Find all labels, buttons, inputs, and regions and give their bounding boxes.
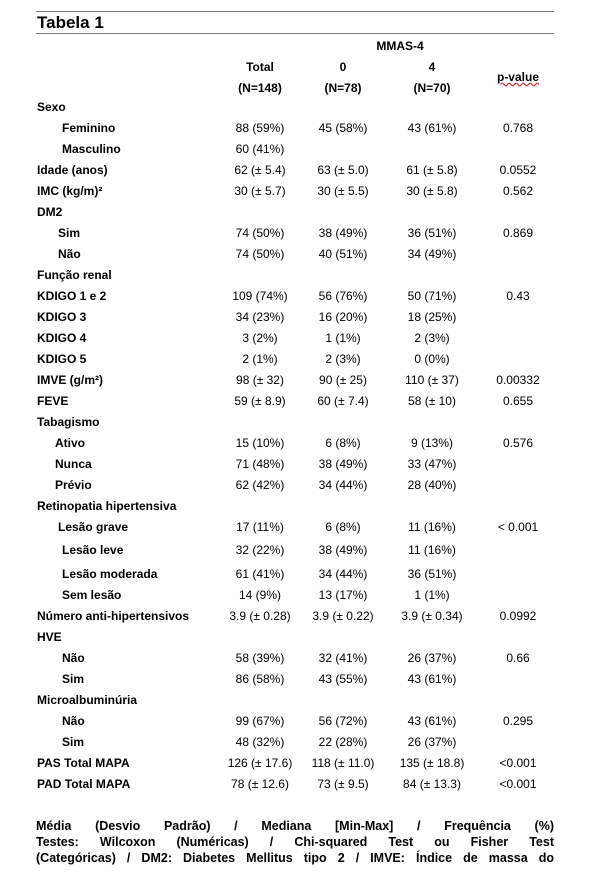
cell-group-4: 43 (61%) <box>407 714 457 728</box>
cell-group-4: 58 (± 10) <box>408 394 456 408</box>
cell-group-4: 3.9 (± 0.34) <box>401 609 463 623</box>
table-row <box>0 692 608 709</box>
table-row <box>0 99 608 116</box>
table-row <box>0 734 608 751</box>
cell-total: 109 (74%) <box>232 289 288 303</box>
cell-group-4: 135 (± 18.8) <box>399 756 465 770</box>
row-label: Lesão leve <box>62 543 124 557</box>
cell-group-0: 56 (72%) <box>318 714 368 728</box>
cell-group-4: 34 (49%) <box>407 247 457 261</box>
cell-total: 99 (67%) <box>235 714 285 728</box>
row-label: FEVE <box>37 394 69 408</box>
cell-group-0: 38 (49%) <box>318 543 368 557</box>
cell-group-4: 43 (61%) <box>407 121 457 135</box>
cell-total: 17 (11%) <box>236 520 284 534</box>
cell-total: 86 (58%) <box>235 672 285 686</box>
cell-p-value: 0.00332 <box>496 373 540 387</box>
row-label: Masculino <box>62 142 121 156</box>
table-row <box>0 351 608 368</box>
row-label: Número anti-hipertensivos <box>37 609 190 623</box>
table-row <box>0 498 608 515</box>
table-row <box>0 456 608 473</box>
cell-total: 48 (32%) <box>235 735 285 749</box>
cell-total: 88 (59%) <box>235 121 285 135</box>
row-label: Ativo <box>55 436 85 450</box>
cell-p-value: 0.295 <box>502 714 534 728</box>
header-group-4: 4 <box>428 60 436 74</box>
cell-group-0: 32 (41%) <box>318 651 368 665</box>
cell-total: 58 (39%) <box>235 651 285 665</box>
cell-group-0: 1 (1%) <box>325 331 361 345</box>
cell-group-0: 6 (8%) <box>325 436 361 450</box>
cell-total: 71 (48%) <box>235 457 285 471</box>
cell-group-4: 36 (51%) <box>407 567 457 581</box>
cell-group-4: 9 (13%) <box>410 436 454 450</box>
table-row <box>0 267 608 284</box>
cell-group-4: 36 (51%) <box>407 226 457 240</box>
cell-group-0: 118 (± 11.0) <box>311 756 375 770</box>
row-label: Função renal <box>37 268 112 282</box>
footnote-line-3: (Categóricas) / DM2: Diabetes Mellitus tipo 2 / IMVE: Índice de massa do <box>36 851 554 865</box>
row-label: DM2 <box>37 205 63 219</box>
cell-total: 2 (1%) <box>242 352 278 366</box>
table-row <box>0 566 608 583</box>
cell-group-4: 26 (37%) <box>407 651 457 665</box>
cell-group-4: 18 (25%) <box>407 310 457 324</box>
cell-group-4: 43 (61%) <box>407 672 457 686</box>
cell-group-0: 90 (± 25) <box>319 373 367 387</box>
header-p-value-text: p-value <box>496 70 539 84</box>
cell-p-value: 0.655 <box>502 394 534 408</box>
cell-p-value: 0.43 <box>506 289 530 303</box>
table-row <box>0 393 608 410</box>
row-label: Sexo <box>37 100 66 114</box>
table-row <box>0 246 608 263</box>
cell-group-0: 38 (49%) <box>318 457 368 471</box>
cell-total: 30 (± 5.7) <box>234 184 286 198</box>
cell-group-0: 73 (± 9.5) <box>317 777 369 791</box>
header-group-mmas4: MMAS-4 <box>376 39 424 53</box>
cell-group-0: 43 (55%) <box>318 672 368 686</box>
table-row <box>0 608 608 625</box>
table-row <box>0 587 608 604</box>
cell-p-value: <0.001 <box>499 777 537 791</box>
row-label: KDIGO 1 e 2 <box>37 289 107 303</box>
row-label: Não <box>62 651 85 665</box>
row-label: Tabagismo <box>37 415 100 429</box>
cell-group-4: 33 (47%) <box>407 457 457 471</box>
cell-group-4: 110 (± 37) <box>405 373 459 387</box>
table-row <box>0 477 608 494</box>
row-label: HVE <box>37 630 62 644</box>
table-row <box>0 183 608 200</box>
row-label: IMVE (g/m²) <box>37 373 103 387</box>
cell-p-value: 0.562 <box>502 184 534 198</box>
cell-group-0: 13 (17%) <box>318 588 368 602</box>
table-row <box>0 650 608 667</box>
row-label: Idade (anos) <box>37 163 108 177</box>
cell-group-4: 50 (71%) <box>407 289 457 303</box>
row-label: Microalbuminúria <box>37 693 138 707</box>
title-rule <box>36 33 554 34</box>
row-label: KDIGO 5 <box>37 352 87 366</box>
cell-group-4: 84 (± 13.3) <box>403 777 461 791</box>
table-row <box>0 162 608 179</box>
row-label: Prévio <box>55 478 92 492</box>
table-row <box>0 542 608 559</box>
cell-total: 59 (± 8.9) <box>234 394 286 408</box>
table-row <box>0 776 608 793</box>
cell-total: 15 (10%) <box>235 436 285 450</box>
cell-group-0: 60 (± 7.4) <box>317 394 369 408</box>
cell-group-0: 40 (51%) <box>318 247 368 261</box>
cell-p-value: <0.001 <box>499 756 537 770</box>
cell-group-4: 0 (0%) <box>414 352 450 366</box>
cell-group-4: 26 (37%) <box>407 735 457 749</box>
table-row <box>0 629 608 646</box>
row-label: PAD Total MAPA <box>37 777 131 791</box>
table-row <box>0 225 608 242</box>
footnote-line-2: Testes: Wilcoxon (Numéricas) / Chi-squared Test ou Fisher Test <box>36 835 554 849</box>
cell-total: 61 (41%) <box>235 567 285 581</box>
cell-total: 3 (2%) <box>242 331 278 345</box>
row-label: Não <box>58 247 81 261</box>
cell-total: 60 (41%) <box>235 142 285 156</box>
cell-total: 32 (22%) <box>235 543 285 557</box>
header-total-n: (N=148) <box>238 81 282 95</box>
cell-group-4: 30 (± 5.8) <box>406 184 458 198</box>
table-row <box>0 755 608 772</box>
cell-group-0: 22 (28%) <box>318 735 368 749</box>
cell-group-4: 11 (16%) <box>408 543 456 557</box>
row-label: IMC (kg/m)² <box>37 184 103 198</box>
row-label: Sim <box>58 226 81 240</box>
cell-group-0: 38 (49%) <box>318 226 368 240</box>
row-label: Retinopatia hipertensiva <box>37 499 177 513</box>
cell-total: 126 (± 17.6) <box>227 756 293 770</box>
cell-group-0: 2 (3%) <box>325 352 361 366</box>
row-label: Não <box>62 714 85 728</box>
cell-total: 14 (9%) <box>238 588 282 602</box>
row-label: PAS Total MAPA <box>37 756 130 770</box>
cell-group-0: 34 (44%) <box>318 478 368 492</box>
table-row <box>0 713 608 730</box>
cell-group-0: 45 (58%) <box>318 121 368 135</box>
cell-group-4: 28 (40%) <box>407 478 457 492</box>
table-row <box>0 414 608 431</box>
row-label: Lesão moderada <box>62 567 158 581</box>
cell-total: 34 (23%) <box>235 310 285 324</box>
cell-group-0: 30 (± 5.5) <box>317 184 369 198</box>
cell-total: 74 (50%) <box>235 247 285 261</box>
table-row <box>0 141 608 158</box>
row-label: Nunca <box>55 457 92 471</box>
header-group-0-n: (N=78) <box>324 81 362 95</box>
row-label: Sem lesão <box>62 588 122 602</box>
row-label: Lesão grave <box>58 520 129 534</box>
header-group-4-n: (N=70) <box>413 81 451 95</box>
row-label: KDIGO 4 <box>37 331 87 345</box>
cell-total: 78 (± 12.6) <box>231 777 289 791</box>
cell-group-0: 34 (44%) <box>318 567 368 581</box>
cell-total: 98 (± 32) <box>236 373 284 387</box>
row-label: KDIGO 3 <box>37 310 87 324</box>
cell-group-0: 63 (± 5.0) <box>317 163 369 177</box>
cell-group-0: 6 (8%) <box>325 520 361 534</box>
table-row <box>0 671 608 688</box>
table-title: Tabela 1 <box>37 13 104 32</box>
cell-p-value: 0.0552 <box>499 163 537 177</box>
footnote-line-1: Média (Desvio Padrão) / Mediana [Min-Max] / Frequência (%) <box>36 819 554 833</box>
cell-p-value: 0.576 <box>502 436 534 450</box>
row-label: Sim <box>62 735 85 749</box>
row-label: Sim <box>62 672 85 686</box>
cell-p-value: 0.0992 <box>499 609 537 623</box>
cell-p-value: 0.66 <box>506 651 530 665</box>
table-row <box>0 435 608 452</box>
cell-group-0: 56 (76%) <box>318 289 368 303</box>
table-row <box>0 309 608 326</box>
cell-group-4: 1 (1%) <box>414 588 450 602</box>
cell-p-value: < 0.001 <box>497 520 539 534</box>
table-row <box>0 330 608 347</box>
row-label: Feminino <box>62 121 116 135</box>
cell-p-value: 0.869 <box>502 226 534 240</box>
cell-p-value: 0.768 <box>502 121 534 135</box>
table-row <box>0 204 608 221</box>
cell-total: 62 (42%) <box>235 478 285 492</box>
cell-group-0: 3.9 (± 0.22) <box>312 609 374 623</box>
table-row <box>0 519 608 536</box>
cell-group-4: 11 (16%) <box>408 520 456 534</box>
header-p-value <box>470 70 566 85</box>
cell-total: 74 (50%) <box>235 226 285 240</box>
cell-total: 3.9 (± 0.28) <box>229 609 291 623</box>
table-row <box>0 288 608 305</box>
table-row <box>0 372 608 389</box>
header-total: Total <box>246 60 274 74</box>
cell-group-4: 2 (3%) <box>414 331 450 345</box>
top-rule <box>36 11 554 12</box>
cell-group-0: 16 (20%) <box>318 310 368 324</box>
cell-group-4: 61 (± 5.8) <box>406 163 458 177</box>
table-row <box>0 120 608 137</box>
header-group-0: 0 <box>339 60 347 74</box>
cell-total: 62 (± 5.4) <box>234 163 286 177</box>
